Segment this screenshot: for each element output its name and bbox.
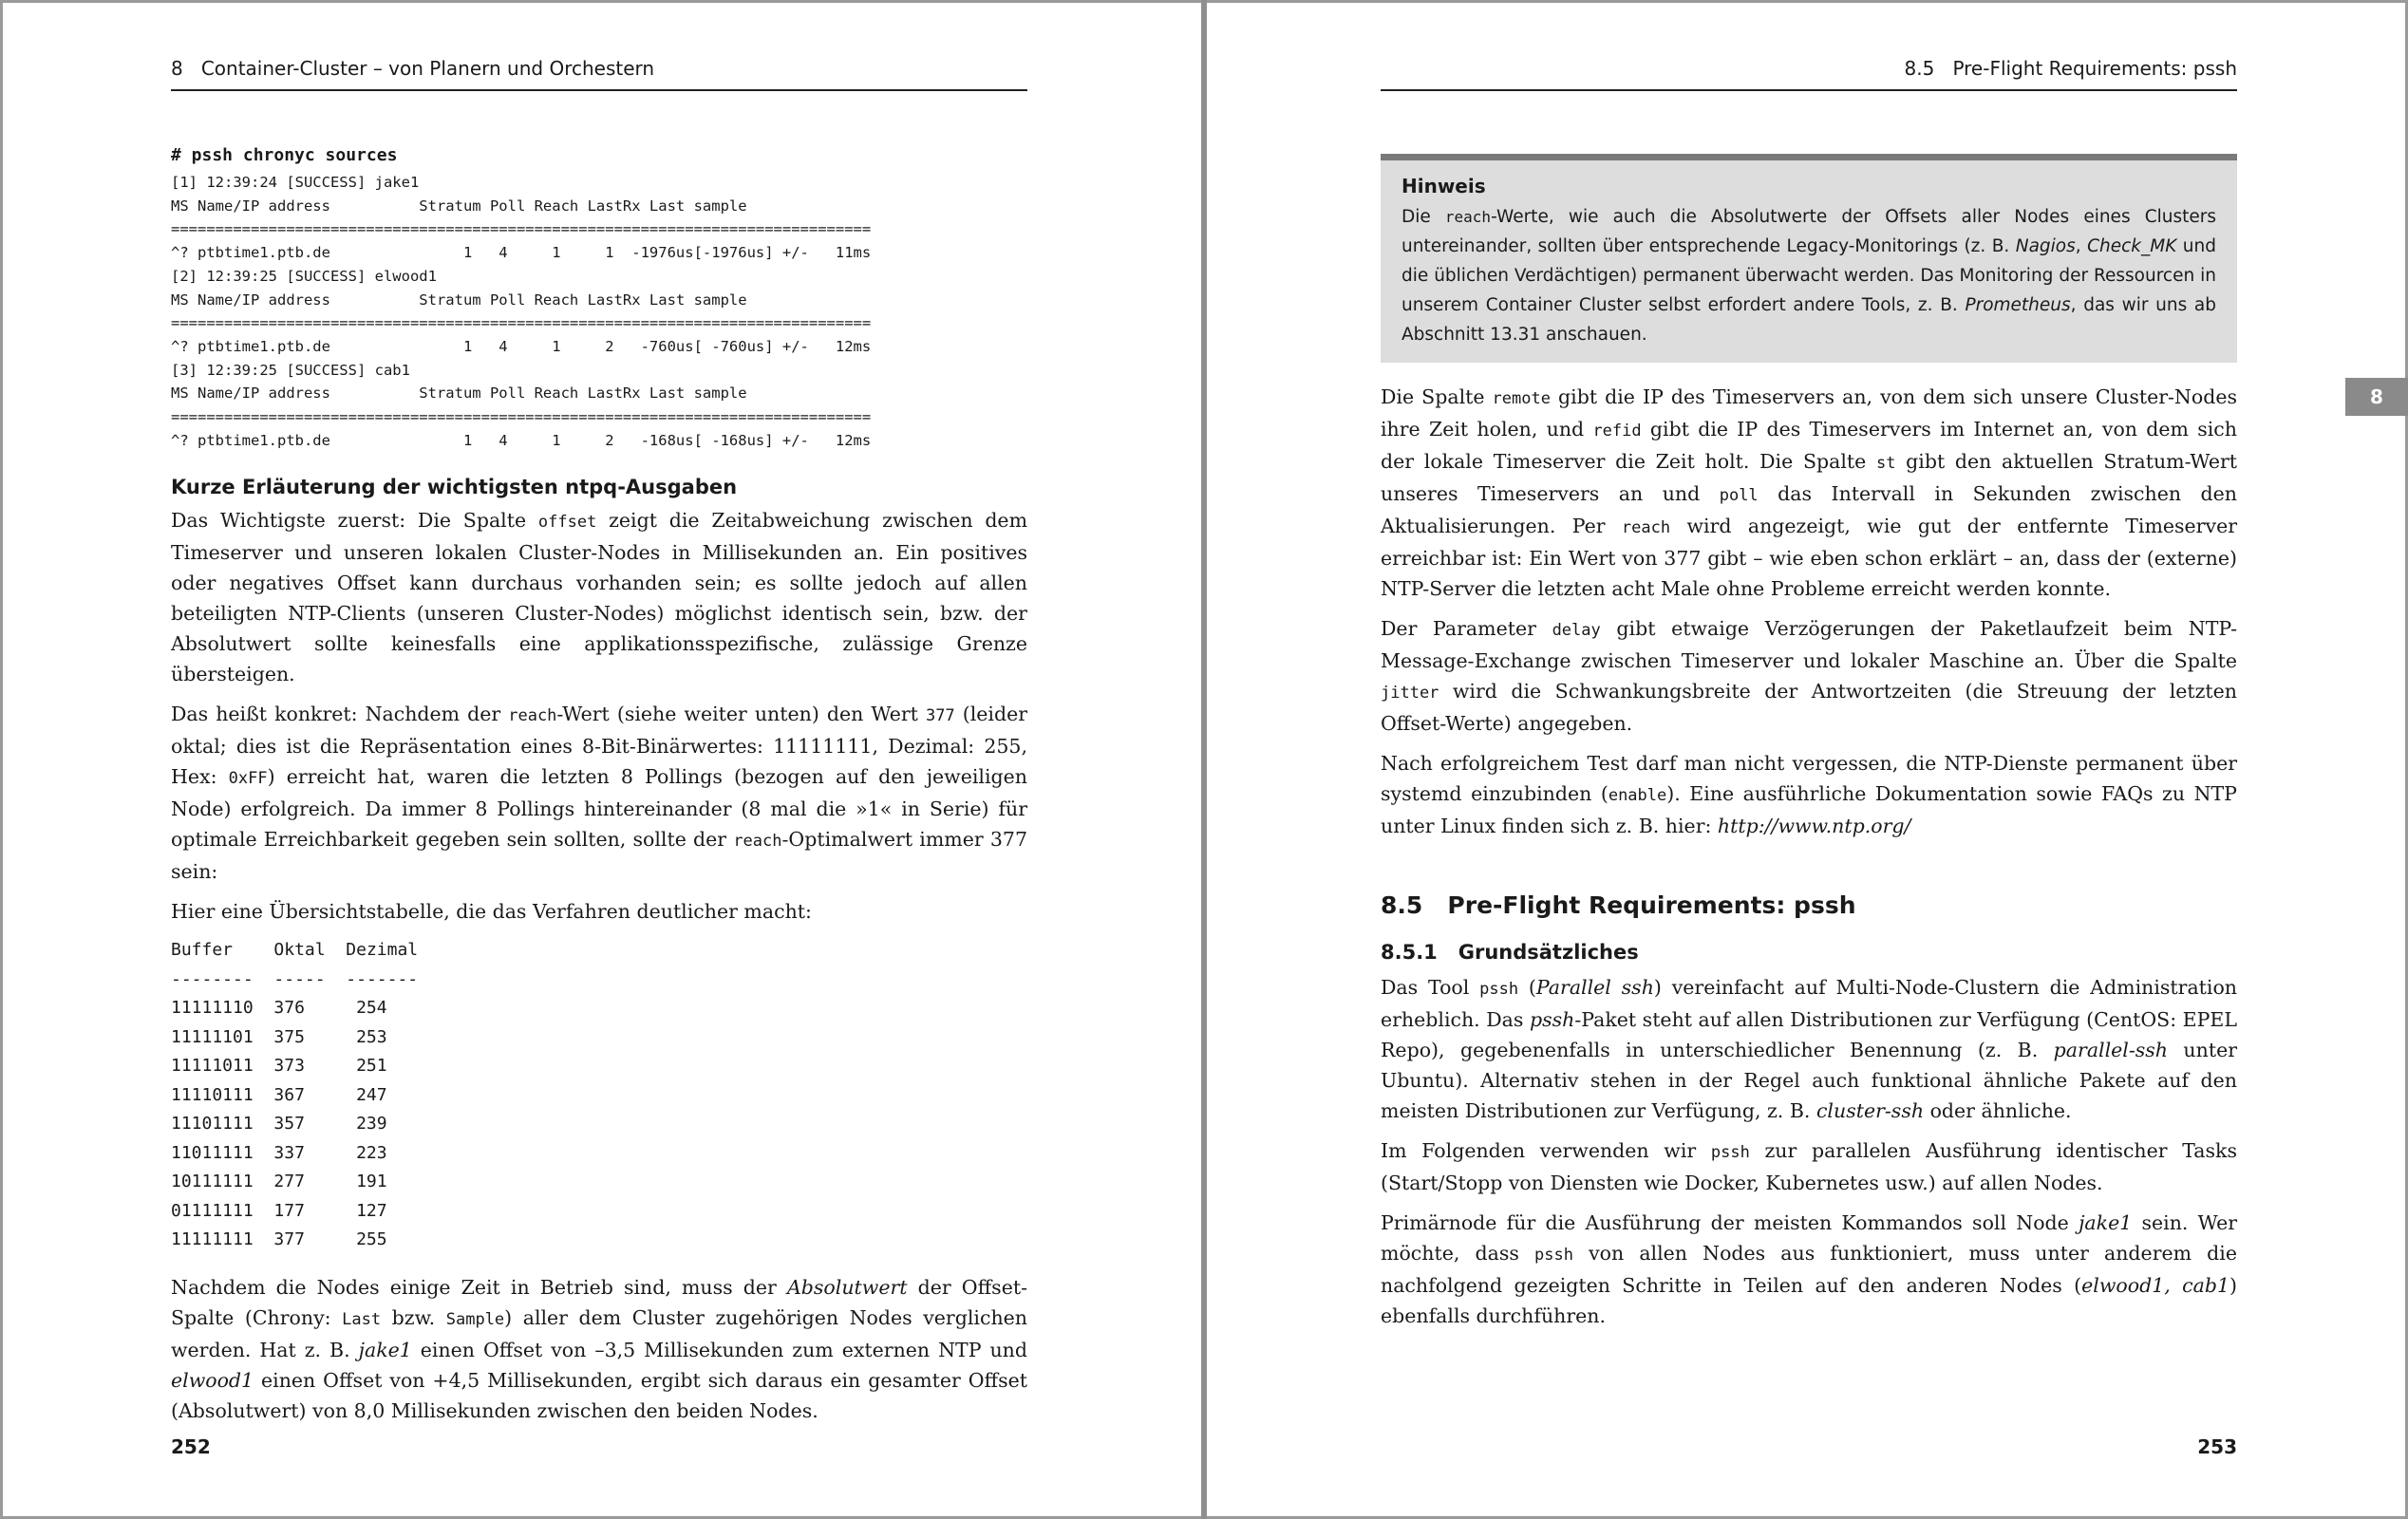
- table-row: [171, 1052, 1027, 1081]
- table-cell: 375: [273, 1026, 305, 1047]
- octal-table: [171, 936, 1027, 1255]
- table-cell: Buffer: [171, 940, 234, 961]
- table-cell: 253: [356, 1026, 387, 1047]
- table-cell: Oktal: [273, 940, 326, 961]
- table-cell: 11111011: [171, 1056, 254, 1077]
- note-box: [1381, 154, 2237, 363]
- terminal-line: ===============================================================================: [171, 314, 872, 332]
- left-page: [171, 0, 1027, 1519]
- paragraph-reach: Das heißt konkret: Nachdem der reach-Wert (siehe weiter unten) den Wert 377 (leider oktal; dies ist die Repräsentation eines 8-Bit-Binärwertes: 11111111, Dezimal: 255, Hex: 0xFF) erreicht hat, waren die letzten 8 Pollings (bezogen auf den jeweiligen Node) erfolgreich. Da immer 8 Pollings hintereinander (8 mal die »1« in Serie) für optimale Erreichbarkeit gegeben sein sollten, sollte der reach-Optimalwert immer 377 sein:: [171, 703, 1028, 884]
- subheading: Kurze Erläuterung der wichtigsten ntpq-Ausgaben: [171, 476, 738, 499]
- right-page-content: [1381, 154, 2237, 1341]
- terminal-line: ===============================================================================: [171, 220, 872, 238]
- table-row: [171, 1168, 1027, 1197]
- table-cell: 10111111: [171, 1172, 254, 1192]
- paragraph-absolute-offset: Nachdem die Nodes einige Zeit in Betrieb sind, muss der Absolutwert der Offset-Spalte (Chrony: Last bzw. Sample) aller dem Cluster zugehörigen Nodes verglichen werden. Hat z. B. jake1 einen Offset von –3,5 Millisekunden zum externen NTP und elwood1 einen Offset von +4,5 Millisekunden, ergibt sich daraus ein gesamter Offset (Absolutwert) von 8,0 Millisekunden zwischen den beiden Nodes.: [171, 1275, 1027, 1422]
- table-cell: 11111101: [171, 1026, 254, 1047]
- table-cell: 127: [356, 1200, 387, 1221]
- terminal-output: [171, 171, 1027, 452]
- terminal-line: [3] 12:39:25 [SUCCESS] cab1: [171, 361, 410, 379]
- running-header-right: [1381, 55, 2237, 91]
- table-cell: 177: [273, 1200, 305, 1221]
- paragraph-primary-node: Primärnode für die Ausführung der meisten Kommandos soll Node jake1 sein. Wer möchte, dass pssh von allen Nodes aus funktioniert, muss unter anderem die nachfolgend gezeigten Schritte in Teilen auf den anderen Nodes (elwood1, cab1) ebenfalls durchführen.: [1381, 1211, 2238, 1327]
- table-cell: 239: [356, 1114, 387, 1135]
- subsection-heading: 8.5.1 Grundsätzliches: [1381, 941, 1639, 964]
- table-cell: 11110111: [171, 1084, 254, 1105]
- ntp-link[interactable]: http://www.ntp.org/: [1717, 815, 1911, 837]
- table-row: [171, 1197, 1027, 1227]
- table-cell: 377: [273, 1229, 305, 1250]
- table-cell: 251: [356, 1056, 387, 1077]
- terminal-line: ^? ptbtime1.ptb.de 1 4 1 1 -1976us[-1976us] +/- 11ms: [171, 244, 872, 262]
- terminal-line: ^? ptbtime1.ptb.de 1 4 1 2 -760us[ -760us] +/- 12ms: [171, 337, 872, 355]
- table-cell: Dezimal: [346, 940, 419, 961]
- terminal-line: ^? ptbtime1.ptb.de 1 4 1 2 -168us[ -168us] +/- 12ms: [171, 431, 872, 449]
- table-cell: 373: [273, 1056, 305, 1077]
- table-cell: -------: [346, 968, 419, 989]
- page-number-left: 252: [171, 1435, 211, 1458]
- table-cell: --------: [171, 968, 254, 989]
- running-header-section: 8.5 Pre-Flight Requirements: pssh: [1904, 57, 2237, 80]
- running-header-left: [171, 55, 1027, 91]
- terminal-line: [2] 12:39:25 [SUCCESS] elwood1: [171, 267, 437, 285]
- table-cell: 367: [273, 1084, 305, 1105]
- table-cell: 11011111: [171, 1142, 254, 1163]
- note-body: Die reach-Werte, wie auch die Absolutwerte der Offsets aller Nodes eines Clusters untereinander, sollten über entsprechende Legacy-Monitorings (z. B. Nagios, Check_MK und die üblichen Verdächtigen) permanent überwacht werden. Das Monitoring der Ressourcen in unserem Container Cluster selbst erfordert andere Tools, z. B. Prometheus, das wir uns ab Abschnitt 13.31 anschauen.: [1402, 207, 2217, 345]
- left-page-content: [171, 142, 1027, 1435]
- table-cell: 01111111: [171, 1200, 254, 1221]
- right-page: [1381, 0, 2237, 1519]
- table-cell: 11101111: [171, 1114, 254, 1135]
- paragraph-systemd: Nach erfolgreichem Test darf man nicht vergessen, die NTP-Dienste permanent über systemd einzubinden (enable). Eine ausführliche Dokumentation sowie FAQs zu NTP unter Linux finden sich z. B. hier: http://www.ntp.org/: [1381, 752, 2237, 837]
- paragraph-offset: Das Wichtigste zuerst: Die Spalte offset zeigt die Zeitabweichung zwischen dem Timeserver und unseren lokalen Cluster-Nodes in Millisekunden an. Ein positives oder negatives Offset kann durchaus vorhanden sein; es sollte jedoch auf allen beteiligten NTP-Clients (unseren Cluster-Nodes) möglichst identisch sein, bzw. der Absolutwert sollte keinesfalls eine applikationsspezifische, zulässige Grenze übersteigen.: [171, 509, 1028, 686]
- table-header: [171, 936, 1027, 966]
- terminal-line: ===============================================================================: [171, 408, 872, 426]
- table-cell: 11111111: [171, 1229, 254, 1250]
- table-row: [171, 1023, 1027, 1053]
- table-cell: 357: [273, 1114, 305, 1135]
- terminal-line: MS Name/IP address Stratum Poll Reach LastRx Last sample: [171, 197, 747, 215]
- table-cell: 11111110: [171, 998, 254, 1019]
- chapter-thumb-tab: 8: [2345, 378, 2408, 416]
- table-row: [171, 1139, 1027, 1169]
- running-header-chapter: 8 Container-Cluster – von Planern und Orchestern: [171, 57, 655, 80]
- paragraph-delay: Der Parameter delay gibt etwaige Verzögerungen der Paketlaufzeit beim NTP-Message-Exchange zwischen Timeserver und lokaler Maschine an. Über die Spalte jitter wird die Schwankungsbreite der Antwortzeiten (die Streuung der letzten Offset-Werte) angegeben.: [1381, 617, 2237, 735]
- paragraph-remote: Die Spalte remote gibt die IP des Timeservers an, von dem sich unsere Cluster-Nodes ihre Zeit holen, und refid gibt die IP des Timeservers im Internet an, von dem sich der lokale Timeserver die Zeit holt. Die Spalte st gibt den aktuellen Stratum-Wert unseres Timeservers an und poll das Intervall in Sekunden zwischen den Aktualisierungen. Per reach wird angezeigt, wie gut der entfernte Timeserver erreichbar ist: Ein Wert von 377 gibt – wie eben schon erklärt – an, dass der (externe) NTP-Server die letzten acht Male ohne Probleme erreicht werden konnte.: [1381, 385, 2237, 600]
- section-heading: 8.5 Pre-Flight Requirements: pssh: [1381, 891, 1856, 919]
- table-row: [171, 1081, 1027, 1111]
- table-cell: -----: [273, 968, 326, 989]
- table-cell: 254: [356, 998, 387, 1019]
- table-row: [171, 994, 1027, 1023]
- table-cell: 337: [273, 1142, 305, 1163]
- command-line: # pssh chronyc sources: [171, 145, 398, 165]
- paragraph-pssh-usage: Im Folgenden verwenden wir pssh zur parallelen Ausführung identischer Tasks (Start/Stopp von Diensten wie Docker, Kubernetes usw.) auf allen Nodes.: [1381, 1139, 2237, 1194]
- terminal-line: MS Name/IP address Stratum Poll Reach LastRx Last sample: [171, 291, 747, 309]
- note-title: Hinweis: [1402, 175, 1486, 197]
- paragraph-pssh-tool: Das Tool pssh (Parallel ssh) vereinfacht auf Multi-Node-Clustern die Administration erheblich. Das pssh-Paket steht auf allen Distributionen zur Verfügung (CentOS: EPEL Repo), gegebenenfalls in unterschiedlicher Benennung (z. B. parallel-ssh unter Ubuntu). Alternativ stehen in der Regel auch funktional ähnliche Pakete auf den meisten Distributionen zur Verfügung, z. B. cluster-ssh oder ähnliche.: [1381, 976, 2238, 1122]
- table-cell: 255: [356, 1229, 387, 1250]
- table-cell: 376: [273, 998, 305, 1019]
- terminal-line: MS Name/IP address Stratum Poll Reach LastRx Last sample: [171, 384, 747, 403]
- table-cell: 247: [356, 1084, 387, 1105]
- table-cell: 277: [273, 1172, 305, 1192]
- paragraph-table-intro: Hier eine Übersichtstabelle, die das Verfahren deutlicher macht:: [171, 900, 812, 924]
- book-gutter: [1201, 0, 1207, 1519]
- table-row: [171, 1226, 1027, 1255]
- table-separator: [171, 966, 1027, 995]
- terminal-line: [1] 12:39:24 [SUCCESS] jake1: [171, 174, 420, 191]
- table-cell: 223: [356, 1142, 387, 1163]
- page-number-right: 253: [2197, 1435, 2237, 1458]
- table-row: [171, 1110, 1027, 1139]
- table-cell: 191: [356, 1172, 387, 1192]
